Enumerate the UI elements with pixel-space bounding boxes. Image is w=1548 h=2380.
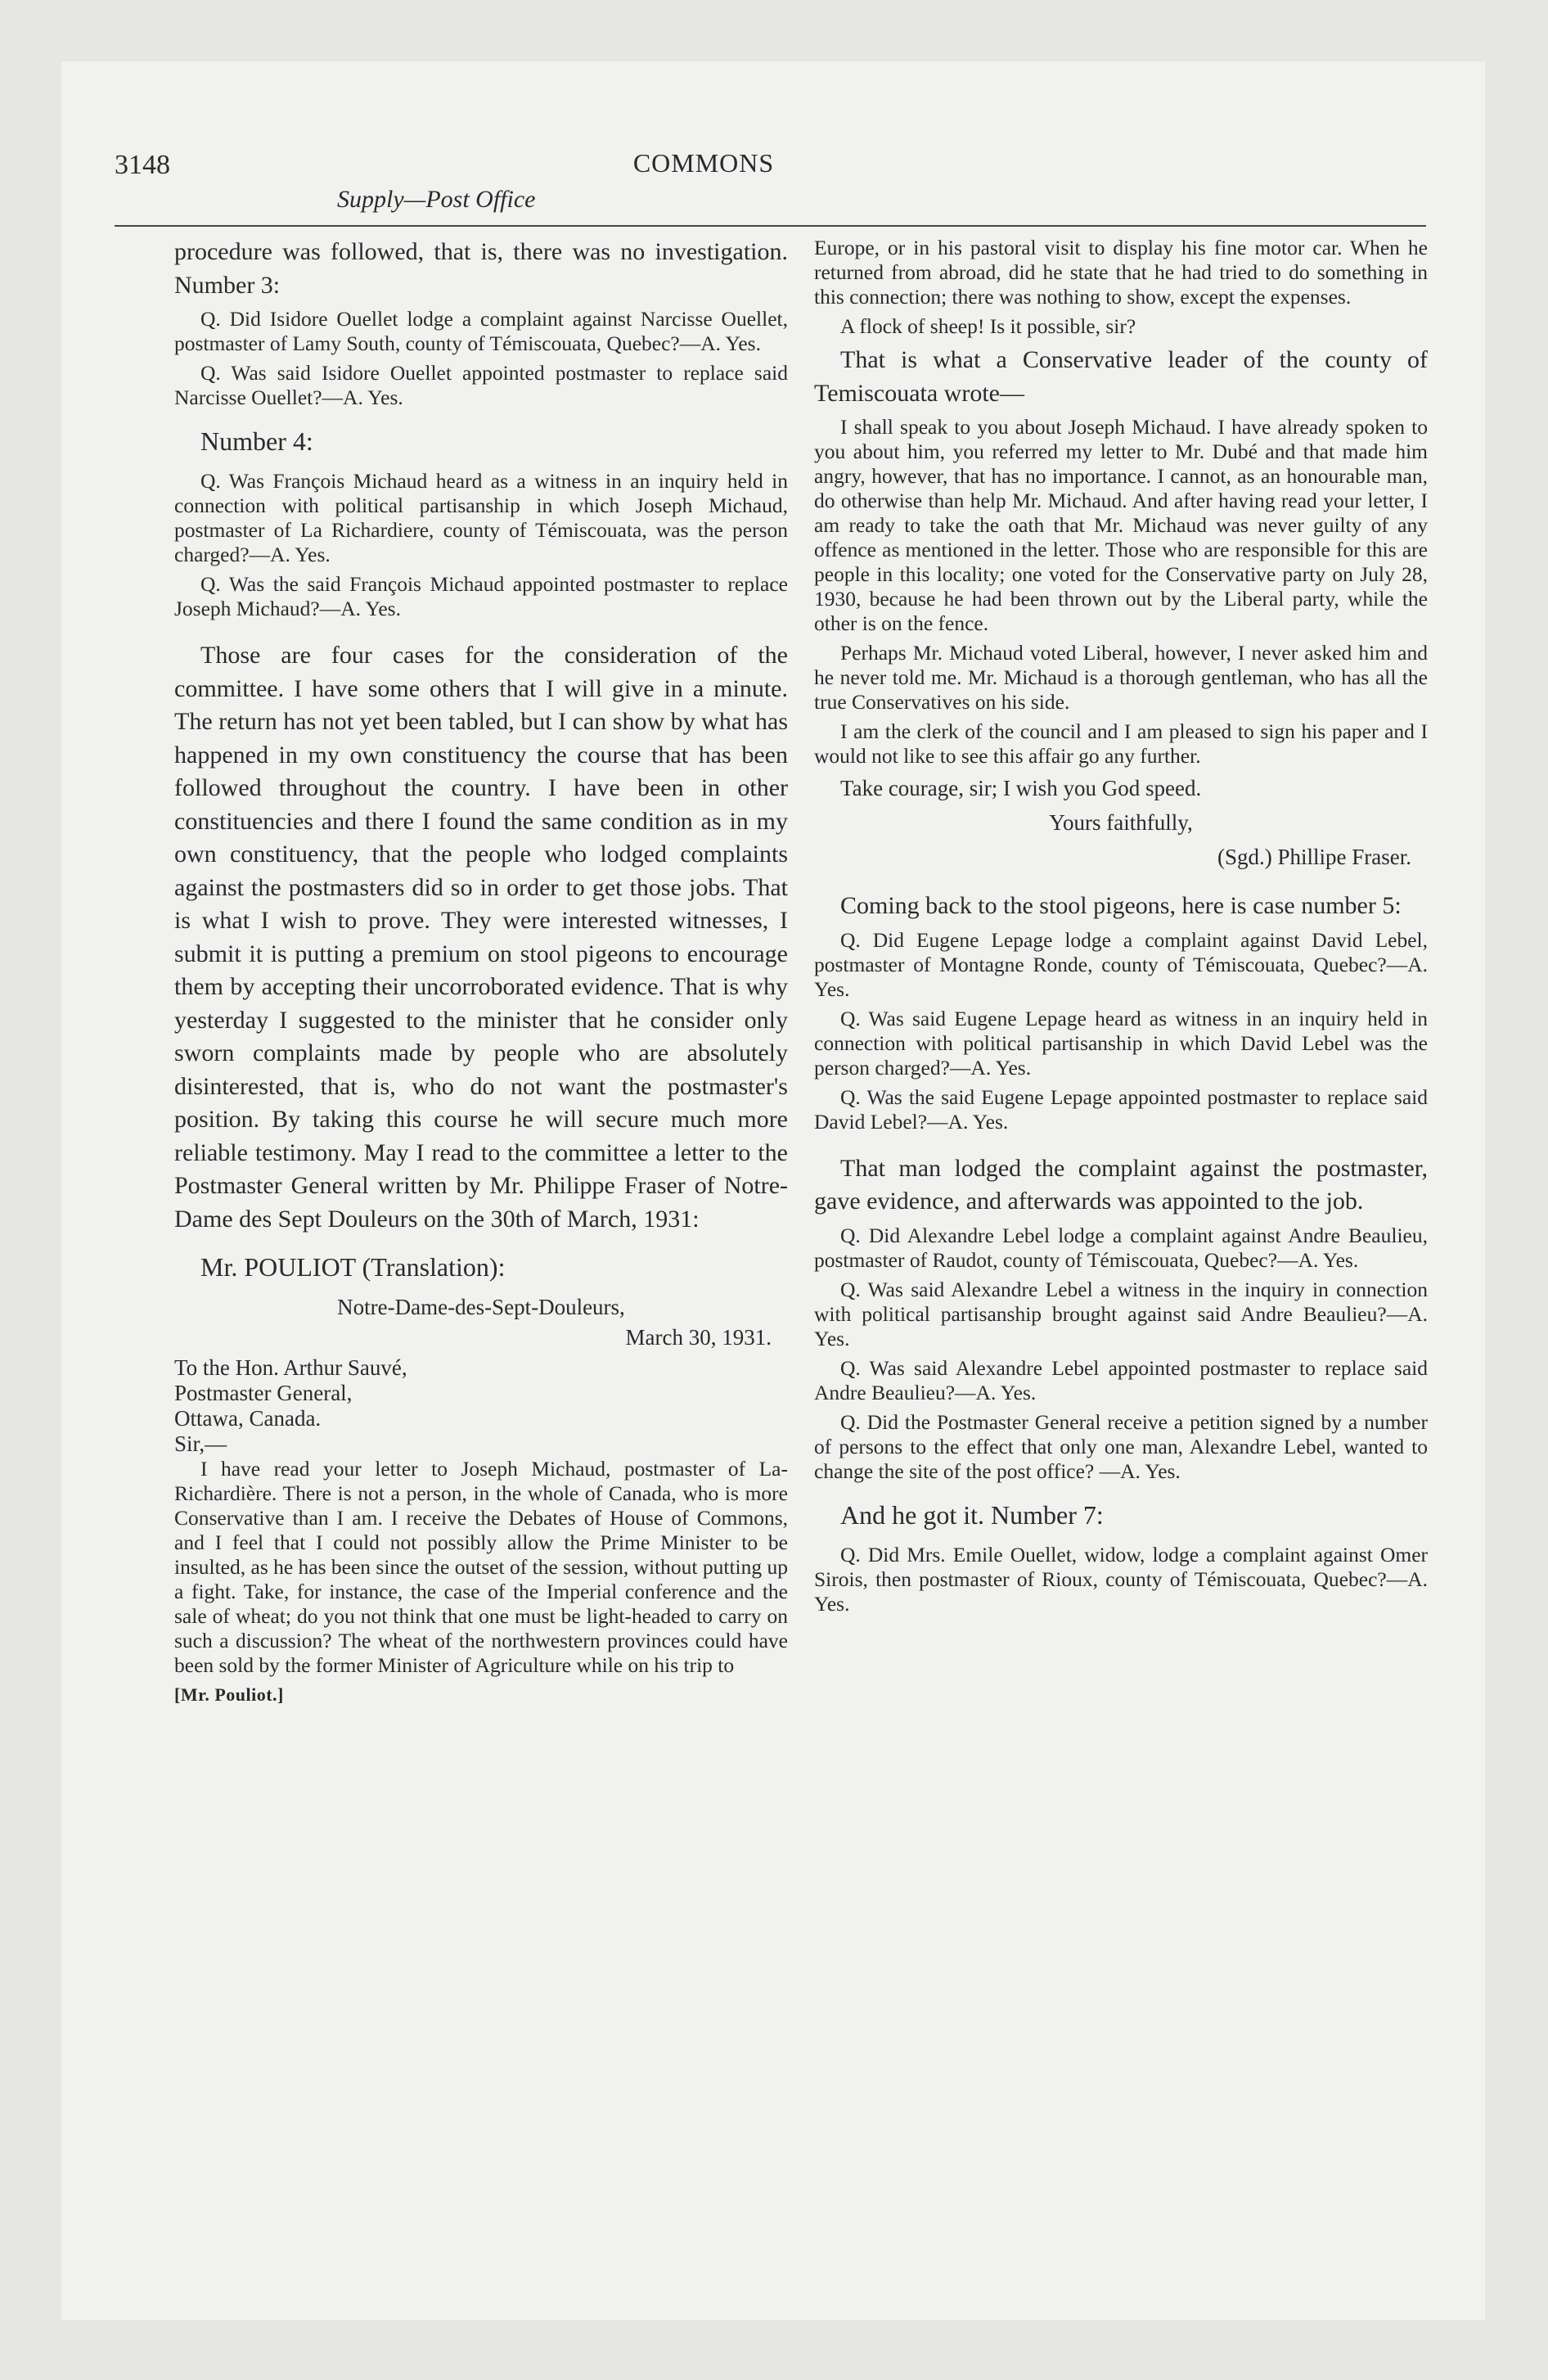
letter-recipient-title: Postmaster General, (174, 1381, 353, 1405)
question: Q. Did Isidore Ouellet lodge a complaint against Narcisse Ouellet, postmaster of Lamy South, county of Témiscouata, Quebec?—A. Yes. (174, 307, 788, 355)
question: Q. Did the Postmaster General receive a petition signed by a number of persons to the effect that only one man, Alexandre Lebel, wanted to change the site of the post office? —A. Yes. (814, 1409, 1428, 1483)
paragraph: That man lodged the complaint against the postmaster, gave evidence, and afterwards was appointed to the job. (814, 1154, 1428, 1215)
question: Q. Was said Isidore Ouellet appointed postmaster to replace said Narcisse Ouellet?—A. Yes. (174, 361, 788, 409)
letter-closing: Take courage, sir; I wish you God speed. (840, 776, 1202, 800)
header-rule (115, 225, 1426, 227)
letter-body: I have read your letter to Joseph Michaud, postmaster of La-Richardière. There is not a person, in the whole of Canada, who is more Conservative than I am. I receive the Debates of House of Commons, and I feel that I could not possibly allow the Prime Minister to be insulted, as he has been since the outset of the session, without putting up a fight. Take, for instance, the case of the Imperial conference and the sale of wheat; do you not think that one must be light-headed to carry on such a discussion? The wheat of the northwestern provinces could have been sold by the former Minister of Agriculture while on his trip to (174, 1457, 789, 1677)
speaker-heading: Mr. POULIOT (Translation): (200, 1252, 506, 1282)
question: Q. Was said Alexandre Lebel a witness in the inquiry in connection with political partisanship brought against said Andre Beaulieu?—A. Yes. (814, 1277, 1428, 1350)
letter-body: Perhaps Mr. Michaud voted Liberal, however, I never asked him and he never told me. Mr. Michaud is a thorough gentleman, who has all the true Conservatives on his side. (814, 641, 1428, 714)
right-column (814, 236, 1428, 1621)
paragraph: Coming back to the stool pigeons, here is case number 5: (840, 892, 1402, 919)
letter-recipient-address: Ottawa, Canada. (174, 1406, 322, 1431)
case-heading: Number 4: (200, 426, 313, 456)
question: Q. Did Eugene Lepage lodge a complaint against David Lebel, postmaster of Montagne Ronde, county of Témiscouata, Quebec?—A. Yes. (814, 927, 1428, 1001)
page-number: 3148 (115, 150, 170, 180)
letter-body: A flock of sheep! Is it possible, sir? (840, 314, 1136, 338)
letter-signoff: Yours faithfully, (1049, 810, 1193, 835)
letter-salutation: Sir,— (174, 1431, 227, 1456)
page-header (115, 86, 1293, 221)
letter-body: I am the clerk of the council and I am pleased to sign his paper and I would not like to see this affair go any further. (814, 719, 1428, 768)
left-column (174, 236, 788, 1711)
letter-recipient: To the Hon. Arthur Sauvé, (174, 1355, 407, 1380)
question: Q. Was the said François Michaud appointed postmaster to replace Joseph Michaud?—A. Yes. (174, 572, 788, 620)
question: Q. Was said Eugene Lepage heard as witness in an inquiry held in connection with political partisanship in which David Lebel was the person charged?—A. Yes. (814, 1006, 1428, 1080)
case-heading: And he got it. Number 7: (840, 1499, 1104, 1530)
section-subtitle: Supply—Post Office (337, 186, 536, 213)
paragraph: Those are four cases for the consideration of the committee. I have some others that I will give in a minute. The return has not yet been tabled, but I can show by what has happened in my own constituency the course that has been followed throughout the country. I have been in other constituencies and there I found the same condition as in my own constituency, that the people who lodged complaints against the postmasters did so in order to get those jobs. That is what I wish to prove. They were interested witnesses, I submit it is putting a premium on stool pigeons to encourage them by accepting their uncorroborated evidence. That is why yesterday I suggested to the minister that he consider only sworn complaints made by people who are absolutely disinterested, that is, who do not want the postmaster's position. By taking this course he will secure much more reliable testimony. May I read to the committee a letter to the Postmaster General written by Mr. Philippe Fraser of Notre-Dame des Sept Douleurs on the 30th of March, 1931: (174, 642, 788, 1233)
footer-speaker: [Mr. Pouliot.] (174, 1684, 284, 1705)
question: Q. Did Mrs. Emile Ouellet, widow, lodge a complaint against Omer Sirois, then postmaster of Rioux, county of Témiscouata, Quebec?—A. Yes. (814, 1542, 1428, 1616)
question: Q. Was said Alexandre Lebel appointed postmaster to replace said Andre Beaulieu?—A. Yes. (814, 1355, 1428, 1404)
letter-body: Europe, or in his pastoral visit to display his fine motor car. When he returned from abroad, did he state that he had tried to do something in this connection; there was nothing to show, except the expenses. (814, 236, 1428, 309)
letter-body: I shall speak to you about Joseph Michaud. I have already spoken to you about him, you referred my letter to Mr. Dubé and that made him angry, however, that has no importance. I cannot, as an honourable man, do otherwise than help Mr. Michaud. And after having read your letter, I am ready to take the oath that Mr. Michaud was never guilty of any offence as mentioned in the letter. Those who are responsible for this are people in this locality; one voted for the Conservative party on July 28, 1930, because he had been thrown out by the Liberal party, while the other is on the fence. (814, 415, 1428, 635)
question: Q. Was François Michaud heard as a witness in an inquiry held in connection with political partisanship in which Joseph Michaud, postmaster of La Richardiere, county of Témiscouata, was the person charged?—A. Yes. (174, 469, 788, 566)
paragraph: procedure was followed, that is, there was no investigation. Number 3: (174, 238, 788, 299)
letter-date: March 30, 1931. (625, 1325, 772, 1350)
question: Q. Was the said Eugene Lepage appointed postmaster to replace said David Lebel?—A. Yes. (814, 1084, 1428, 1134)
letter-place: Notre-Dame-des-Sept-Douleurs, (337, 1295, 625, 1319)
letter-signature: (Sgd.) Phillipe Fraser. (1217, 845, 1411, 869)
question: Q. Did Alexandre Lebel lodge a complaint against Andre Beaulieu, postmaster of Raudot, county of Témiscouata, Quebec?—A. Yes. (814, 1223, 1428, 1272)
paragraph: That is what a Conservative leader of the county of Temiscouata wrote— (814, 346, 1428, 407)
running-title: COMMONS (632, 148, 775, 178)
